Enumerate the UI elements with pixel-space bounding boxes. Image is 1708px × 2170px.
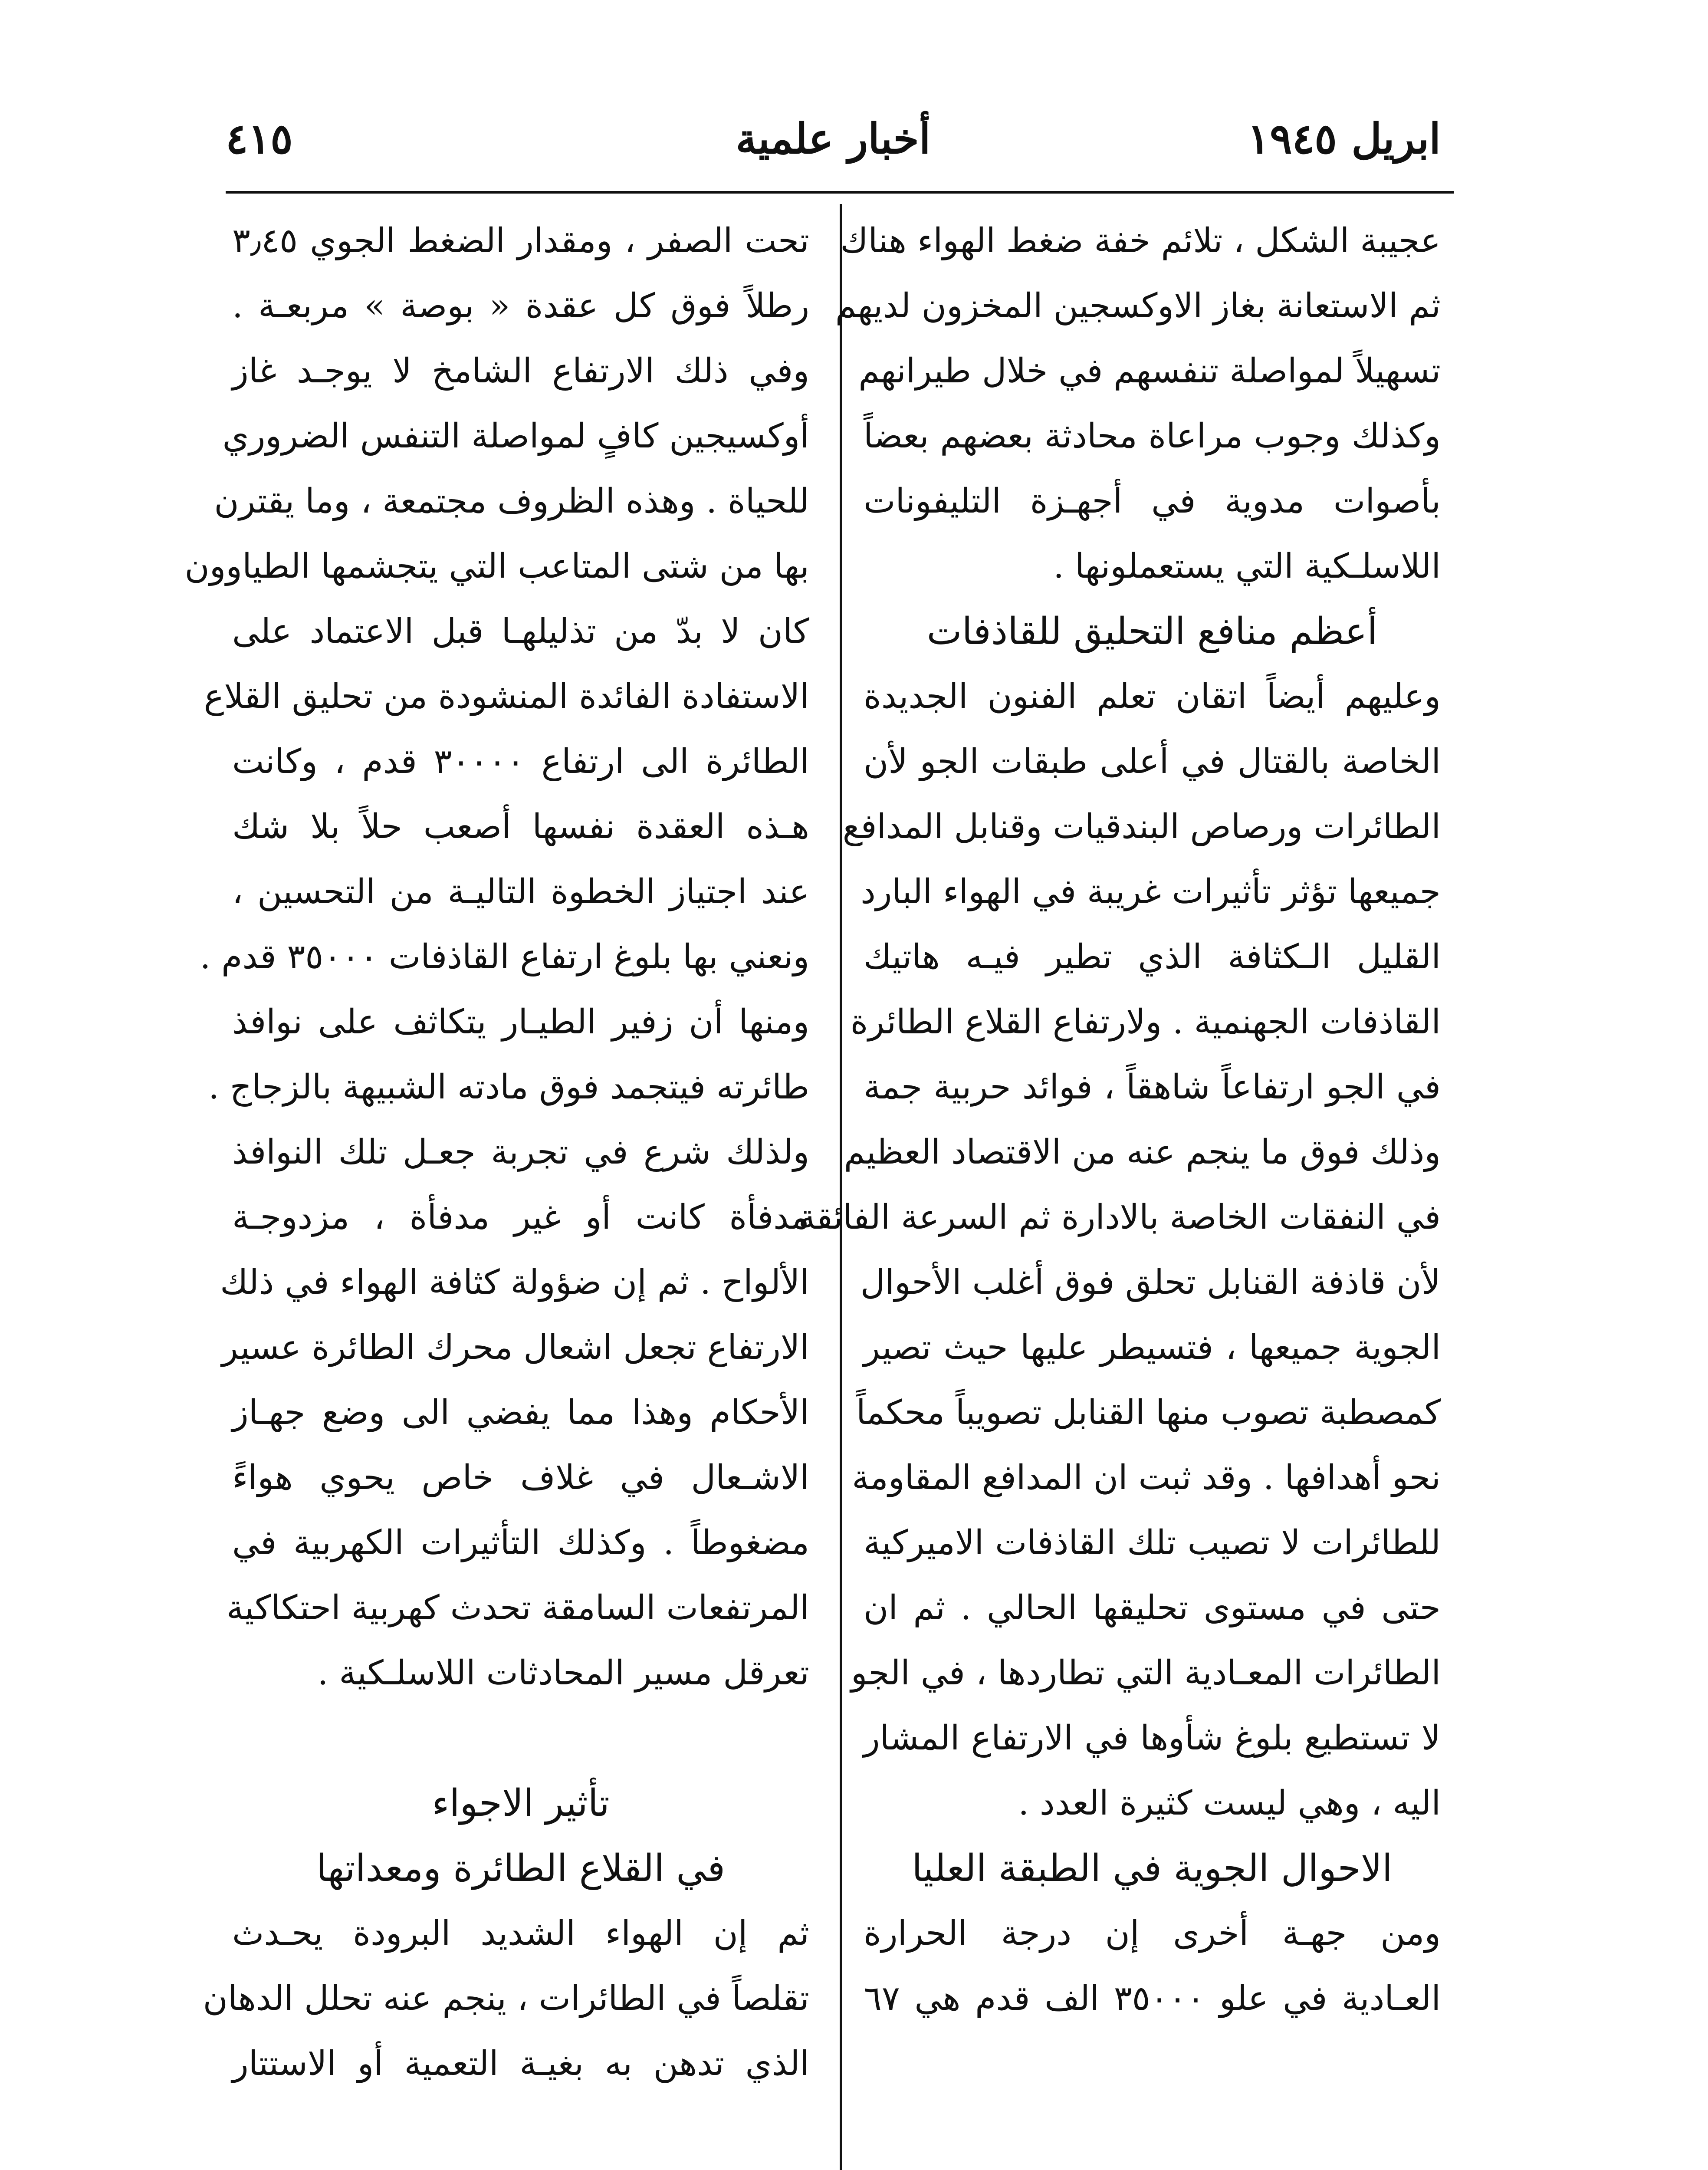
section-title: أخبار علمية — [736, 114, 931, 163]
text-line: لا تستطيع بلوغ شأوها في الارتفاع المشار — [864, 1719, 1441, 1758]
text-line: الطائرة الى ارتفاع ٣٠٠٠٠ قدم ، وكانت — [232, 742, 809, 781]
text-line: عند اجتياز الخطوة التاليـة من التحسين ، — [232, 872, 809, 911]
text-line: الألواح . ثم إن ضؤولة كثافة الهواء في ذلك — [220, 1263, 809, 1302]
section-heading: أعظم منافع التحليق للقاذفات — [926, 610, 1378, 653]
text-line: الذي تدهن به بغيـة التعمية أو الاستتار — [232, 2044, 809, 2083]
text-line: طائرته فيتجمد فوق مادته الشبيهة بالزجاج . — [208, 1068, 809, 1107]
text-line: الارتفاع تجعل اشعال محرك الطائرة عسير — [221, 1328, 809, 1367]
text-line: الطائرات المعـادية التي تطاردها ، في الجو — [851, 1654, 1441, 1693]
text-line: ولذلك شرع في تجربة جعـل تلك النوافذ — [232, 1133, 809, 1172]
text-line: ومنها أن زفير الطيـار يتكاثف على نوافذ — [232, 1003, 809, 1042]
text-line: الأحكام وهذا مما يفضي الى وضع جهـاز — [232, 1393, 809, 1432]
text-line: في الجو ارتفاعاً شاهقاً ، فوائد حربية جمة — [864, 1068, 1441, 1107]
text-line: وعليهم أيضاً اتقان تعلم الفنون الجديدة — [864, 677, 1441, 716]
text-line: نحو أهدافها . وقد ثبت ان المدافع المقاومة — [852, 1458, 1441, 1497]
text-line: وذلك فوق ما ينجم عنه من الاقتصاد العظيم — [844, 1133, 1441, 1172]
text-line: تسهيلاً لمواصلة تنفسهم في خلال طيرانهم — [858, 352, 1441, 391]
text-line: وفي ذلك الارتفاع الشامخ لا يوجـد غاز — [232, 352, 809, 391]
text-line: عجيبة الشكل ، تلائم خفة ضغط الهواء هناك — [840, 221, 1441, 260]
text-line: اللاسلـكية التي يستعملونها . — [1053, 547, 1441, 586]
right-column — [798, 208, 1441, 2031]
running-header — [226, 108, 1441, 178]
text-line: ومن جهـة أخرى إن درجة الحرارة — [864, 1914, 1441, 1953]
text-line: كان لا بدّ من تذليلهـا قبل الاعتماد على — [232, 612, 809, 651]
text-line: الجوية جميعها ، فتسيطر عليها حيث تصير — [864, 1328, 1441, 1367]
text-line: أوكسيجين كافٍ لمواصلة التنفس الضروري — [222, 417, 809, 456]
text-line: العـادية في علو ٣٥٠٠٠ الف قدم هي ٦٧ — [864, 1979, 1441, 2018]
text-line: ونعني بها بلوغ ارتفاع القاذفات ٣٥٠٠٠ قدم . — [200, 937, 809, 976]
text-line: للحياة . وهذه الظروف مجتمعة ، وما يقترن — [214, 482, 809, 521]
text-line: كمصطبة تصوب منها القنابل تصويباً محكماً — [856, 1393, 1441, 1432]
text-line: الاستفادة الفائدة المنشودة من تحليق القلاع — [204, 677, 809, 716]
issue-date: ابريل ١٩٤٥ — [1247, 114, 1441, 163]
text-line: الطائرات ورصاص البندقيات وقنابل المدافع — [842, 807, 1441, 846]
text-line: حتى في مستوى تحليقها الحالي . ثم ان — [864, 1588, 1441, 1628]
text-line: القاذفات الجهنمية . ولارتفاع القلاع الطائرة — [850, 1003, 1441, 1042]
section-heading: الاحوال الجوية في الطبقة العليا — [912, 1847, 1393, 1890]
text-line: الاشـعال في غلاف خاص يحوي هواءً — [232, 1458, 809, 1497]
page-number: ٤١٥ — [226, 114, 293, 163]
text-line: لأن قاذفة القنابل تحلق فوق أغلب الأحوال — [860, 1263, 1441, 1302]
text-line: تقلصاً في الطائرات ، ينجم عنه تحلل الدهان — [203, 1979, 809, 2018]
text-line: وكذلك وجوب مراعاة محادثة بعضهم بعضاً — [864, 417, 1441, 456]
text-line: هـذه العقدة نفسها أصعب حلاً بلا شك — [232, 807, 809, 846]
spacer — [232, 1706, 809, 1771]
section-subheading: في القلاع الطائرة ومعداتها — [316, 1847, 726, 1890]
text-line: القليل الـكثافة الذي تطير فيـه هاتيك — [864, 937, 1441, 976]
text-line: جميعها تؤثر تأثيرات غريبة في الهواء البارد — [861, 872, 1441, 911]
text-line: مدفأة كانت أو غير مدفأة ، مزدوجـة — [232, 1198, 809, 1237]
text-line: المرتفعات السامقة تحدث كهربية احتكاكية — [227, 1588, 809, 1628]
text-line: مضغوطاً . وكذلك التأثيرات الكهربية في — [232, 1523, 809, 1562]
text-line: ثم الاستعانة بغاز الاوكسجين المخزون لديهم — [835, 286, 1441, 326]
text-line: تحت الصفر ، ومقدار الضغط الجوي ٣٫٤٥ — [232, 221, 809, 260]
text-line: بها من شتى المتاعب التي يتجشمها الطياوون — [184, 547, 809, 586]
text-line: رطلاً فوق كل عقدة « بوصة » مربعـة . — [232, 286, 809, 326]
header-rule — [226, 191, 1454, 194]
text-line: في النفقات الخاصة بالادارة ثم السرعة الفائقة — [798, 1198, 1441, 1237]
text-line: اليه ، وهي ليست كثيرة العدد . — [1018, 1784, 1441, 1823]
text-line: للطائرات لا تصيب تلك القاذفات الاميركية — [864, 1523, 1441, 1562]
text-line: الخاصة بالقتال في أعلى طبقات الجو لأن — [864, 742, 1441, 781]
section-heading: تأثير الاجواء — [432, 1782, 610, 1825]
text-line: بأصوات مدوية في أجهـزة التليفونات — [864, 482, 1441, 521]
left-column — [184, 208, 809, 2096]
text-line: ثم إن الهواء الشديد البرودة يحـدث — [232, 1914, 809, 1953]
text-line: تعرقل مسير المحادثات اللاسلـكية . — [317, 1654, 809, 1693]
